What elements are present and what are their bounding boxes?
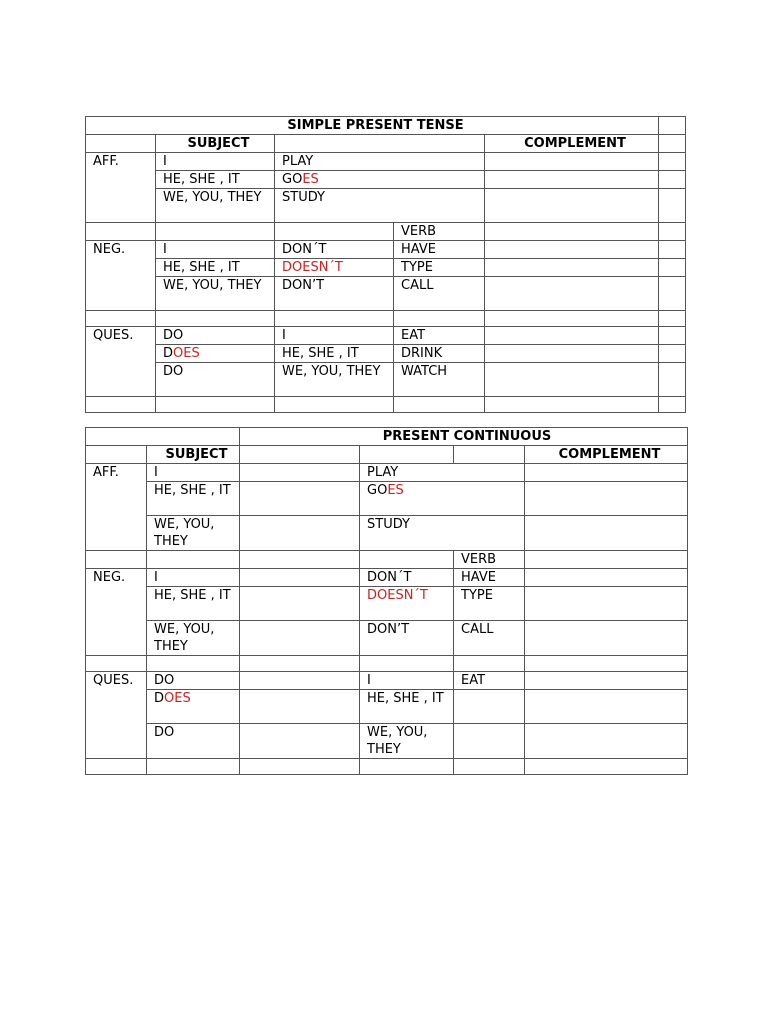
- table-row: [86, 259, 686, 277]
- verb-cell: CALL: [394, 277, 485, 311]
- verb-cell: EAT: [394, 327, 485, 345]
- table-row: [86, 516, 688, 551]
- aux-suffix: OES: [164, 691, 191, 706]
- table-row: [86, 464, 688, 482]
- aux-cell: DON’T: [360, 621, 454, 656]
- complement-header: COMPLEMENT: [525, 446, 688, 464]
- subject-cell: HE, SHE , IT: [275, 345, 394, 363]
- subject-header: SUBJECT: [156, 135, 275, 153]
- aux-base: D: [163, 346, 174, 361]
- verb-cell: HAVE: [394, 241, 485, 259]
- verb-cell: PLAY: [360, 464, 525, 482]
- subject-cell: HE, SHE , IT: [147, 482, 240, 516]
- verb-cell: PLAY: [275, 153, 485, 171]
- table-row: [86, 345, 686, 363]
- aux-cell: DON´T: [360, 569, 454, 587]
- subject-cell: I: [156, 241, 275, 259]
- verb-cell: HAVE: [454, 569, 525, 587]
- subject-cell: I: [147, 464, 240, 482]
- verb-base: GO: [367, 483, 388, 498]
- complement-header: COMPLEMENT: [485, 135, 659, 153]
- table-row: [86, 656, 688, 672]
- table-row: [86, 327, 686, 345]
- table-row: [86, 621, 688, 656]
- table-title: SIMPLE PRESENT TENSE: [86, 117, 659, 135]
- verb-header: VERB: [454, 551, 525, 569]
- verb-suffix: ES: [387, 483, 404, 498]
- verb-cell: [360, 482, 525, 516]
- aux-cell: DO: [147, 724, 240, 759]
- verb-header: VERB: [394, 223, 485, 241]
- verb-cell: EAT: [454, 672, 525, 690]
- subject-cell: WE, YOU, THEY: [275, 363, 394, 397]
- table-row: [86, 428, 688, 446]
- subject-cell: HE, SHE , IT: [360, 690, 454, 724]
- table-row: [86, 690, 688, 724]
- verb-cell: WATCH: [394, 363, 485, 397]
- table-header-row: [86, 446, 688, 464]
- verb-cell: TYPE: [454, 587, 525, 621]
- subject-cell: WE, YOU, THEY: [147, 621, 240, 656]
- subject-cell: HE, SHE , IT: [156, 259, 275, 277]
- table-row: [86, 363, 686, 397]
- subject-cell: I: [147, 569, 240, 587]
- aff-label: AFF.: [86, 153, 156, 223]
- subject-cell: HE, SHE , IT: [156, 171, 275, 189]
- table-row: [86, 724, 688, 759]
- aux-cell: DOESN´T: [275, 259, 394, 277]
- subject-cell: WE, YOU, THEY: [156, 277, 275, 311]
- aux-cell: DO: [156, 363, 275, 397]
- verb-cell: TYPE: [394, 259, 485, 277]
- neg-label: NEG.: [86, 569, 147, 656]
- table-row: [86, 397, 686, 413]
- subject-cell: WE, YOU, THEY: [360, 724, 454, 759]
- subject-cell: I: [360, 672, 454, 690]
- ques-label: QUES.: [86, 327, 156, 397]
- verb-cell: CALL: [454, 621, 525, 656]
- table-row: [86, 117, 686, 135]
- table-row: [86, 672, 688, 690]
- aff-label: AFF.: [86, 464, 147, 551]
- table-row: [86, 153, 686, 171]
- ques-label: QUES.: [86, 672, 147, 759]
- aux-cell: DON´T: [275, 241, 394, 259]
- table-row: [86, 171, 686, 189]
- table-row: [86, 587, 688, 621]
- subject-cell: I: [156, 153, 275, 171]
- table-row: [86, 311, 686, 327]
- table-row: [86, 551, 688, 569]
- verb-cell: STUDY: [275, 189, 485, 223]
- neg-label: NEG.: [86, 241, 156, 311]
- table-row: [86, 189, 686, 223]
- subject-cell: HE, SHE , IT: [147, 587, 240, 621]
- subject-cell: WE, YOU, THEY: [147, 516, 240, 551]
- verb-suffix: ES: [302, 172, 319, 187]
- aux-cell: [156, 345, 275, 363]
- aux-suffix: OES: [173, 346, 200, 361]
- subject-header: SUBJECT: [147, 446, 240, 464]
- verb-cell: [275, 171, 485, 189]
- table-row: [86, 277, 686, 311]
- aux-base: D: [154, 691, 165, 706]
- aux-cell: DO: [147, 672, 240, 690]
- subject-cell: I: [275, 327, 394, 345]
- simple-present-table: [85, 116, 686, 413]
- table-row: [86, 241, 686, 259]
- table-row: [86, 482, 688, 516]
- verb-cell: DRINK: [394, 345, 485, 363]
- aux-cell: [147, 690, 240, 724]
- verb-cell: STUDY: [360, 516, 525, 551]
- verb-base: GO: [282, 172, 303, 187]
- table-row: [86, 569, 688, 587]
- present-continuous-table: [85, 427, 688, 775]
- aux-cell: DOESN´T: [360, 587, 454, 621]
- table-row: [86, 223, 686, 241]
- table-title: PRESENT CONTINUOUS: [240, 428, 688, 446]
- table-row: [86, 759, 688, 775]
- subject-cell: WE, YOU, THEY: [156, 189, 275, 223]
- aux-cell: DO: [156, 327, 275, 345]
- aux-cell: DON’T: [275, 277, 394, 311]
- table-header-row: [86, 135, 686, 153]
